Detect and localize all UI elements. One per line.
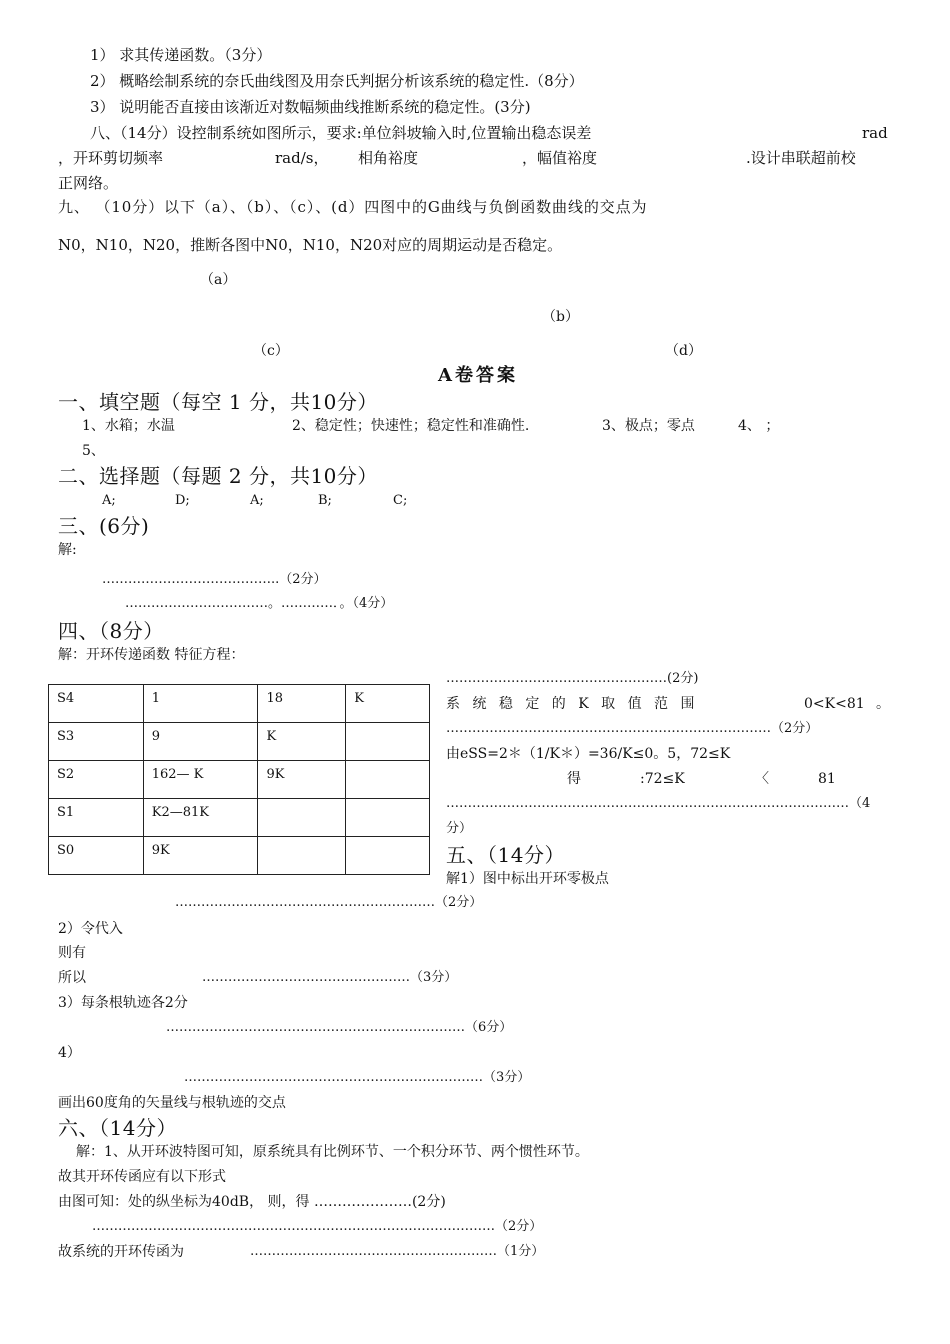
s3-heading: 三、(6分) <box>58 514 150 538</box>
s4-r2-c: 。 <box>876 696 890 712</box>
routh-cell: 162— K <box>143 761 258 799</box>
s2-answer-4: B; <box>318 493 332 508</box>
s2-answer-5: C; <box>393 493 408 508</box>
q8-line2-b: rad/s， <box>275 149 329 167</box>
s3-line1: …………………………………..（2分） <box>102 572 327 587</box>
q8-line2-a: ，开环剪切频率 <box>58 149 164 167</box>
s6-l1: 解：1、从开环波特图可知，原系统具有比例环节、一个积分环节、两个惯性环节。 <box>76 1144 589 1160</box>
s1-line1-a: 1、水箱；水温 <box>82 418 175 434</box>
q9-line1: 九、 （10分）以下（a）、（b）、（c）、(d）四图中的G曲线与负倒函数曲线的交点为 <box>58 198 648 216</box>
s4-intro: 解：开环传递函数 特征方程： <box>58 647 245 663</box>
routh-cell: 18 <box>258 685 346 723</box>
s4-heading: 四、（8分） <box>58 619 164 643</box>
s5-l7: ……………………………………………………………（6分） <box>166 1020 513 1035</box>
s1-line2: 5、 <box>82 443 105 459</box>
q8-line3: 正网络。 <box>58 174 119 192</box>
s4-r5-c: 〈 <box>755 771 769 787</box>
figure-label-b: （b） <box>542 309 579 325</box>
q9-line2: N0，N10，N20，推断各图中N0，N10，N20对应的周期运动是否稳定。 <box>58 236 563 254</box>
s1-line1-d: 4、 ； <box>738 418 780 434</box>
s1-line1-b: 2、稳定性；快速性；稳定性和准确性. <box>292 418 530 434</box>
s6-l5-b: …………………………………………………（1分） <box>250 1244 545 1259</box>
routh-cell: K2—81K <box>143 799 258 837</box>
s5-l9: ……………………………………………………………（3分） <box>184 1070 531 1085</box>
s5-l5-a: 所以 <box>58 970 86 986</box>
routh-cell <box>346 799 430 837</box>
routh-cell: 1 <box>143 685 258 723</box>
s4-r5-b: :72≤K <box>640 771 685 787</box>
s6-l3: 由图可知：处的纵坐标为40dB， 则，得 …………………(2分) <box>58 1194 446 1210</box>
routh-cell <box>346 837 430 875</box>
q8-line2-e: .设计串联超前校 <box>746 149 856 167</box>
s5-l5-b: …………………………………………（3分） <box>202 970 458 985</box>
routh-cell: K <box>346 685 430 723</box>
table-row <box>49 685 430 723</box>
s5-l10: 画出60度角的矢量线与根轨迹的交点 <box>58 1095 286 1111</box>
s4-r7: 分） <box>446 821 473 836</box>
s1-heading: 一、填空题（每空 1 分，共10分） <box>58 390 378 414</box>
s4-r2-b: 0<K<81 <box>804 696 865 712</box>
table-row <box>49 837 430 875</box>
routh-cell: S3 <box>49 723 144 761</box>
routh-table <box>48 684 430 875</box>
q8-line1-unit: rad <box>862 124 888 142</box>
s4-r4: 由eSS=2＊（1/K＊）=36/K≤0。5，72≤K <box>446 746 731 762</box>
s5-l8: 4） <box>58 1045 81 1061</box>
figure-label-c: （c） <box>253 343 289 359</box>
routh-cell: K <box>258 723 346 761</box>
q7-item-3: 3） 说明能否直接由该渐近对数幅频曲线推断系统的稳定性。(3分) <box>90 98 531 116</box>
s5-l1: 解1）图中标出开环零极点 <box>446 871 609 887</box>
s6-l2: 故其开环传函应有以下形式 <box>58 1169 226 1185</box>
s6-heading: 六、（14分） <box>58 1116 177 1140</box>
s5-l4: 则有 <box>58 945 86 961</box>
q7-item-1: 1） 求其传递函数。（3分） <box>90 46 272 64</box>
s2-heading: 二、选择题（每题 2 分，共10分） <box>58 464 378 488</box>
routh-cell <box>258 837 346 875</box>
s1-line1-c: 3、极点；零点 <box>602 418 695 434</box>
s3-solution-label: 解: <box>58 542 77 558</box>
table-row <box>49 799 430 837</box>
s6-l5-a: 故系统的开环传函为 <box>58 1244 184 1260</box>
s2-answer-3: A; <box>250 493 264 508</box>
routh-cell <box>258 799 346 837</box>
q8-line2-d: ，幅值裕度 <box>522 149 598 167</box>
s4-r5-d: 81 <box>818 771 836 787</box>
routh-cell: S0 <box>49 837 144 875</box>
s5-l3: 2）令代入 <box>58 921 123 937</box>
routh-cell: 9 <box>143 723 258 761</box>
figure-label-d: （d） <box>665 343 702 359</box>
figure-label-a: （a） <box>200 272 237 288</box>
routh-cell: 9K <box>258 761 346 799</box>
s2-answer-2: D; <box>175 493 190 508</box>
s6-l4: …………………………………………………………………………………（2分） <box>92 1219 543 1234</box>
table-row <box>49 723 430 761</box>
routh-cell: 9K <box>143 837 258 875</box>
routh-cell: S2 <box>49 761 144 799</box>
q8-line1: 八、（14分）设控制系统如图所示，要求:单位斜坡输入时,位置输出稳态误差 <box>90 124 592 142</box>
routh-cell <box>346 723 430 761</box>
s4-r1: ……………………………………………(2分) <box>446 671 699 686</box>
s5-heading: 五、（14分） <box>446 843 565 867</box>
s4-r5-a: 得 <box>567 771 581 787</box>
s3-line2: ……………………………。…………．。（4分） <box>125 596 394 611</box>
answers-title: A卷答案 <box>438 365 518 386</box>
table-row <box>49 761 430 799</box>
q7-item-2: 2） 概略绘制系统的奈氏曲线图及用奈氏判据分析该系统的稳定性.（8分） <box>90 72 584 90</box>
routh-cell: S4 <box>49 685 144 723</box>
s4-r3: …………………………………………………………………（2分） <box>446 721 819 736</box>
s4-r2-a: 系 统 稳 定 的 K 取 值 范 围 <box>446 696 699 712</box>
q8-line2-c: 相角裕度 <box>358 149 419 167</box>
s5-l2: ……………………………………………………（2分） <box>175 895 483 910</box>
s4-r6: …………………………………………………………………………………（4 <box>446 796 871 811</box>
routh-cell: S1 <box>49 799 144 837</box>
s2-answer-1: A; <box>102 493 116 508</box>
routh-cell <box>346 761 430 799</box>
s5-l6: 3）每条根轨迹各2分 <box>58 995 188 1011</box>
